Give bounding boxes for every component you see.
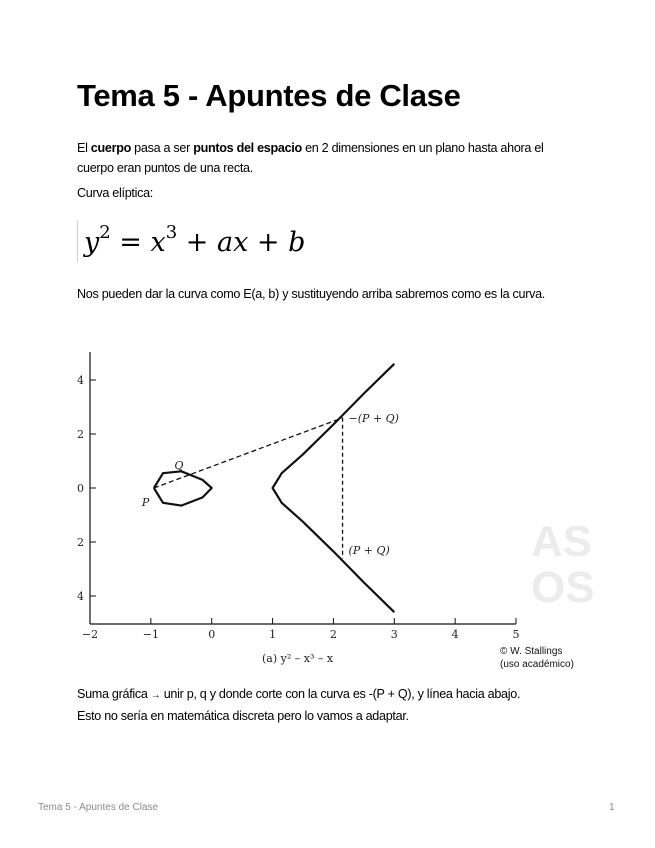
chart-caption: (a) y² – x³ – x xyxy=(262,652,334,665)
x-tick-label: 0 xyxy=(208,628,216,641)
elliptic-equation xyxy=(84,222,305,258)
formula-equals: = xyxy=(110,227,151,258)
formula-x: x xyxy=(150,227,166,258)
bold-term-puntos: puntos del espacio xyxy=(193,141,302,155)
text-segment: pasa a ser xyxy=(130,141,194,155)
formula-y-exponent: 2 xyxy=(99,222,111,243)
formula-y: y xyxy=(84,227,100,258)
paragraph-graphic-sum xyxy=(77,684,577,726)
paragraph-curve-label: Curva elíptica: xyxy=(77,186,153,200)
y-tick-label: 2 xyxy=(77,536,84,549)
credit-text: © W. Stallings xyxy=(500,646,563,657)
text-segment: en 2 dimensiones en un plano hasta ahora el cuerpo eran puntos de una recta. xyxy=(77,141,544,175)
curve-oval-component xyxy=(154,471,212,505)
y-tick-label: 0 xyxy=(77,482,84,495)
y-tick-label: 4 xyxy=(77,374,84,387)
text-segment: unir p, q y donde corte con la curva es -(P + Q), y línea hacia abajo. xyxy=(160,687,521,701)
text-segment: Esto no sería en matemática discreta pero lo vamos a adaptar. xyxy=(77,709,409,723)
x-tick-label: −1 xyxy=(142,628,159,641)
text-segment: Suma gráfica xyxy=(77,687,151,701)
watermark-text: OS xyxy=(531,563,595,612)
formula-rest: + ax + b xyxy=(177,227,306,258)
text-segment: El xyxy=(77,141,91,155)
credit-subtext: (uso académico) xyxy=(500,659,574,670)
x-tick-label: 3 xyxy=(390,628,398,641)
secant-line-pq xyxy=(154,418,343,488)
formula-box xyxy=(77,220,318,262)
x-tick-label: 5 xyxy=(512,628,520,641)
arrow-icon: → xyxy=(150,690,161,701)
y-tick-label: 4 xyxy=(77,590,84,603)
elliptic-curve-chart xyxy=(76,340,595,670)
watermark-text: AS xyxy=(531,517,593,566)
point-label: (P + Q) xyxy=(348,544,390,558)
x-tick-label: 2 xyxy=(329,628,337,641)
curve-main-component xyxy=(273,364,395,612)
point-label: Q xyxy=(174,459,184,473)
paragraph-curve-desc: Nos pueden dar la curva como E(a, b) y sustituyendo arriba sabremos como es la curva. xyxy=(77,287,545,301)
point-label: −(P + Q) xyxy=(348,411,399,425)
page-title: Tema 5 - Apuntes de Clase xyxy=(77,78,461,113)
x-tick-label: −2 xyxy=(81,628,99,641)
point-label: P xyxy=(141,496,150,509)
footer-page-number: 1 xyxy=(609,802,615,813)
formula-x-exponent: 3 xyxy=(165,222,178,243)
footer-title: Tema 5 - Apuntes de Clase xyxy=(38,802,159,813)
elliptic-curve-figure xyxy=(76,340,595,670)
y-tick-label: 2 xyxy=(77,428,84,441)
x-tick-label: 1 xyxy=(269,628,277,641)
paragraph-intro xyxy=(77,138,577,178)
x-tick-label: 4 xyxy=(451,628,459,641)
bold-term-cuerpo: cuerpo xyxy=(90,141,131,155)
